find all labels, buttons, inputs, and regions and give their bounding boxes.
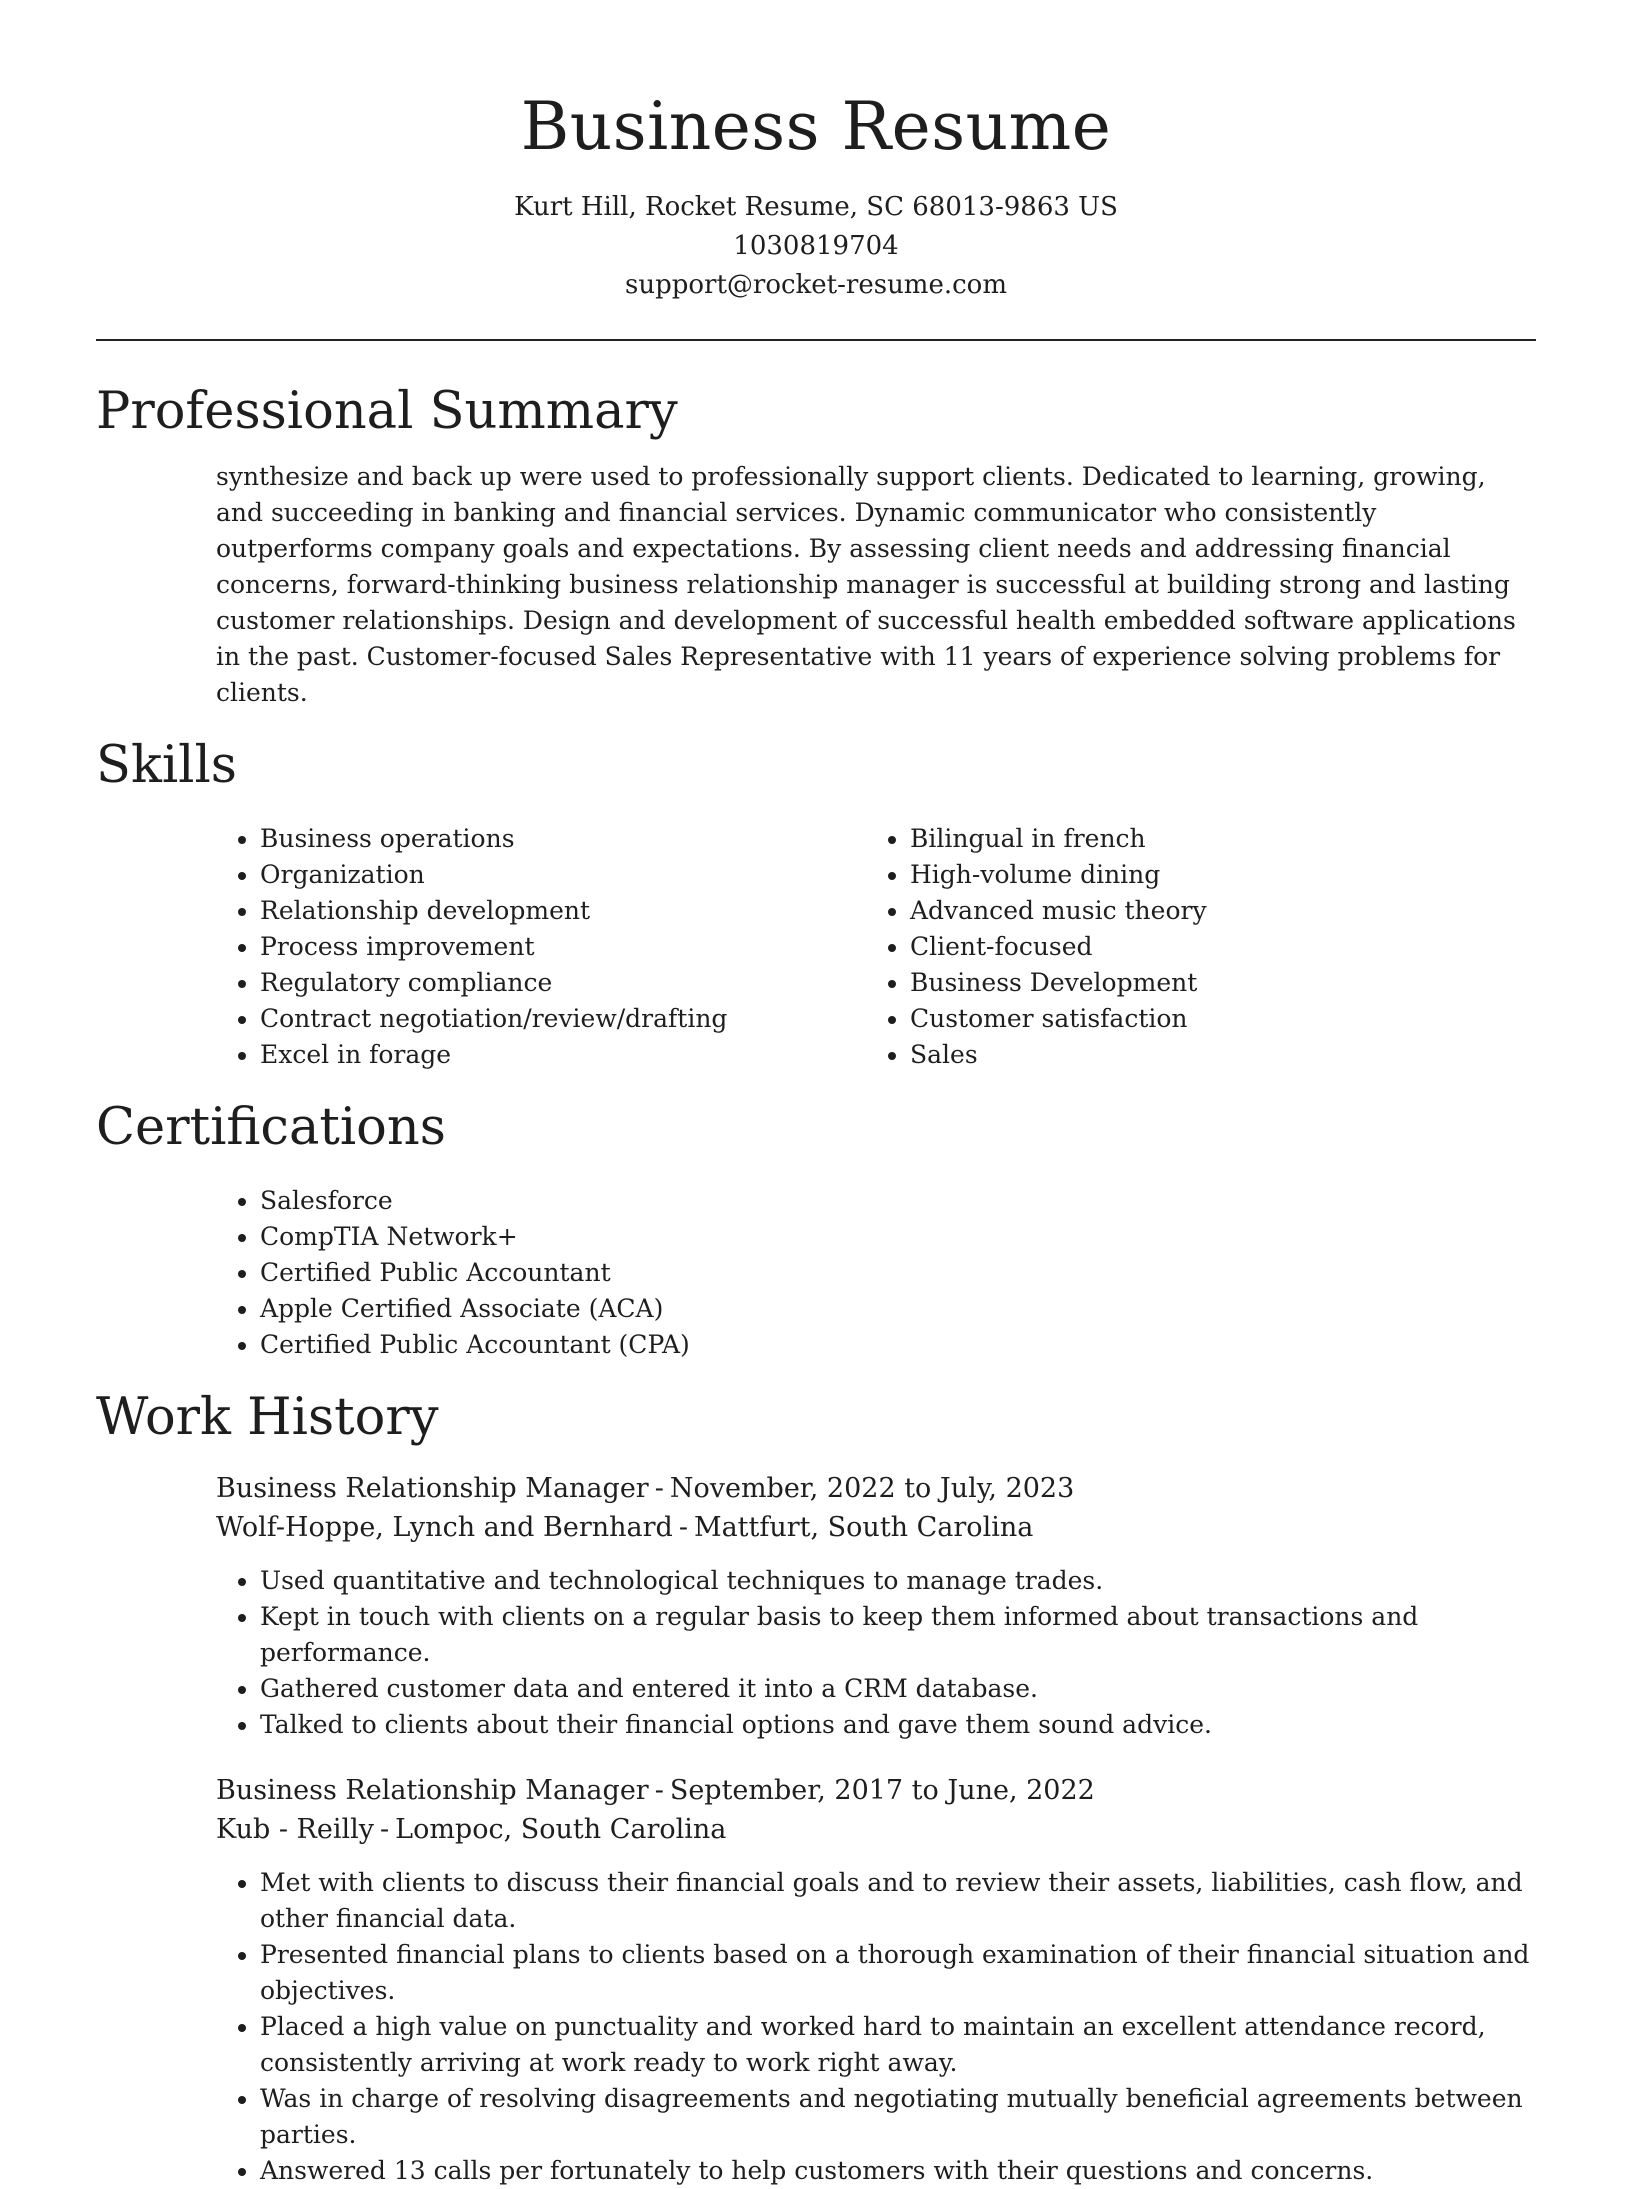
job-duties-list bbox=[216, 1563, 1536, 1743]
job-location: Mattfurt, South Carolina bbox=[693, 1512, 1034, 1543]
summary-body bbox=[96, 459, 1536, 711]
job-dates: November, 2022 to July, 2023 bbox=[669, 1473, 1075, 1504]
job-entry bbox=[216, 1771, 1536, 2189]
skills-grid bbox=[216, 821, 1536, 1073]
work-body bbox=[96, 1469, 1536, 2189]
resume-title: Business Resume bbox=[520, 88, 1112, 165]
skills-list-left bbox=[216, 821, 866, 1073]
job-separator: - bbox=[678, 1512, 688, 1543]
job-company-line bbox=[216, 1810, 1536, 1849]
job-title: Business Relationship Manager bbox=[216, 1473, 649, 1504]
skills-column-right bbox=[866, 821, 1516, 1073]
certifications-body bbox=[96, 1183, 1536, 1363]
section-heading-skills: Skills bbox=[96, 736, 237, 795]
header-divider bbox=[96, 339, 1536, 341]
skill-item: • Contract negotiation/review/drafting bbox=[260, 1001, 866, 1037]
job-separator: - bbox=[654, 1775, 664, 1806]
job-duty-item: • Met with clients to discuss their financial goals and to review their assets, liabilities, cash flow, and other financial data. bbox=[260, 1865, 1536, 1937]
job-duty-item: • Presented financial plans to clients based on a thorough examination of their financial situation and objectives. bbox=[260, 1937, 1536, 2009]
skill-item: • Bilingual in french bbox=[910, 821, 1516, 857]
job-company-line bbox=[216, 1508, 1536, 1547]
skill-item: • Regulatory compliance bbox=[260, 965, 866, 1001]
job-duty-item: • Answered 13 calls per fortunately to help customers with their questions and concerns. bbox=[260, 2153, 1536, 2189]
skill-item: • Customer satisfaction bbox=[910, 1001, 1516, 1037]
contact-email: support@rocket-resume.com bbox=[624, 270, 1007, 300]
job-duty-item: • Kept in touch with clients on a regular basis to keep them informed about transactions and performance. bbox=[260, 1599, 1536, 1671]
job-separator: - bbox=[654, 1473, 664, 1504]
job-company: Wolf-Hoppe, Lynch and Bernhard bbox=[216, 1512, 673, 1543]
certifications-list bbox=[216, 1183, 1536, 1363]
job-duty-item: • Gathered customer data and entered it into a CRM database. bbox=[260, 1671, 1536, 1707]
job-title-line bbox=[216, 1771, 1536, 1810]
job-duty-item: • Was in charge of resolving disagreements and negotiating mutually beneficial agreements between parties. bbox=[260, 2081, 1536, 2153]
job-dates: September, 2017 to June, 2022 bbox=[669, 1775, 1095, 1806]
skill-item: • Relationship development bbox=[260, 893, 866, 929]
summary-text: synthesize and back up were used to professionally support clients. Dedicated to learning, growing, and succeeding in banking and financial services. Dynamic communicator who consistently outperforms company goals and expectations. By assessing client needs and addressing financial concerns, forward-thinking business relationship manager is successful at building strong and lasting customer relationships. Design and development of successful health embedded software applications in the past. Customer-focused Sales Representative with 11 years of experience solving problems for clients. bbox=[216, 462, 1516, 707]
contact-block bbox=[96, 188, 1536, 305]
skills-body bbox=[96, 821, 1536, 1073]
skill-item: • Excel in forage bbox=[260, 1037, 866, 1073]
job-duty-item: • Used quantitative and technological techniques to manage trades. bbox=[260, 1563, 1536, 1599]
job-duty-item: • Placed a high value on punctuality and worked hard to maintain an excellent attendance record, consistently arriving at work ready to work right away. bbox=[260, 2009, 1536, 2081]
section-heading-summary: Professional Summary bbox=[96, 382, 678, 441]
skill-item: • Sales bbox=[910, 1037, 1516, 1073]
job-location: Lompoc, South Carolina bbox=[395, 1814, 727, 1845]
contact-phone: 1030819704 bbox=[733, 231, 899, 261]
section-heading-certifications: Certifications bbox=[96, 1098, 446, 1157]
skill-item: • Business operations bbox=[260, 821, 866, 857]
certification-item: • Certified Public Accountant bbox=[260, 1255, 1536, 1291]
skills-column-left bbox=[216, 821, 866, 1073]
resume-header bbox=[96, 0, 1536, 305]
certification-item: • Apple Certified Associate (ACA) bbox=[260, 1291, 1536, 1327]
section-heading-work-history: Work History bbox=[96, 1388, 439, 1447]
skill-item: • Business Development bbox=[910, 965, 1516, 1001]
job-company: Kub - Reilly bbox=[216, 1814, 375, 1845]
job-separator: - bbox=[380, 1814, 390, 1845]
job-duties-list bbox=[216, 1865, 1536, 2189]
certification-item: • Certified Public Accountant (CPA) bbox=[260, 1327, 1536, 1363]
skill-item: • Organization bbox=[260, 857, 866, 893]
skill-item: • High-volume dining bbox=[910, 857, 1516, 893]
skills-list-right bbox=[866, 821, 1516, 1073]
job-title-line bbox=[216, 1469, 1536, 1508]
job-entry bbox=[216, 1469, 1536, 1743]
contact-address: Kurt Hill, Rocket Resume, SC 68013-9863 US bbox=[514, 192, 1118, 222]
certification-item: • Salesforce bbox=[260, 1183, 1536, 1219]
skill-item: • Client-focused bbox=[910, 929, 1516, 965]
job-duty-item: • Talked to clients about their financial options and gave them sound advice. bbox=[260, 1707, 1536, 1743]
certification-item: • CompTIA Network+ bbox=[260, 1219, 1536, 1255]
job-title: Business Relationship Manager bbox=[216, 1775, 649, 1806]
skill-item: • Process improvement bbox=[260, 929, 866, 965]
skill-item: • Advanced music theory bbox=[910, 893, 1516, 929]
